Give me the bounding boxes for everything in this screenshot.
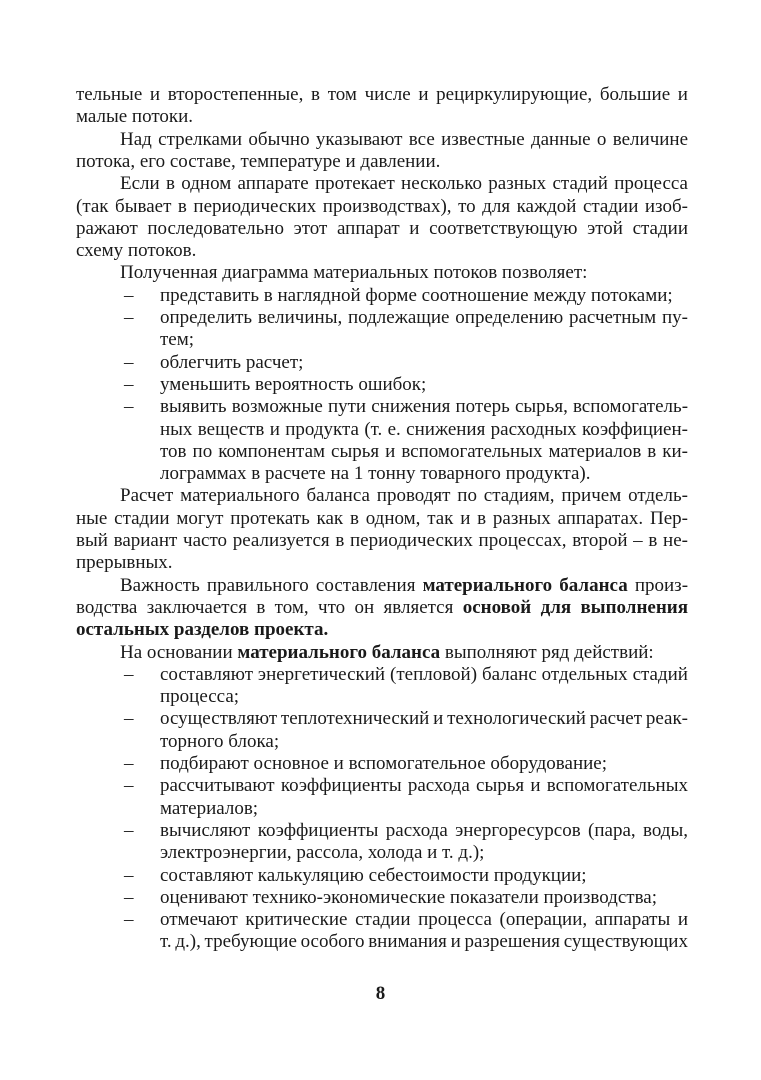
paragraph-line	[76, 530, 688, 552]
text: тов по компонентам сырья и вспомогательных материалов в ки-	[160, 440, 688, 462]
paragraph-line	[120, 129, 688, 151]
list-dash: –	[124, 909, 134, 931]
page-number: 8	[375, 983, 386, 1004]
line-text	[76, 106, 193, 128]
text: составляют энергетический (тепловой) баланс отдельных стадий	[160, 663, 688, 685]
list-item-line	[124, 307, 688, 329]
paragraph-line	[76, 619, 688, 641]
text: тем;	[160, 329, 195, 351]
text: ражают последовательно этот аппарат и соответствующую этой стадии	[76, 217, 688, 239]
text: осуществляют теплотехнический и технологический расчет реак-	[160, 708, 688, 730]
list-item-line	[160, 931, 688, 953]
line-text	[160, 441, 688, 463]
list-item-line	[160, 463, 688, 485]
line-text	[160, 329, 194, 351]
line-text	[76, 619, 328, 641]
line-text	[160, 865, 587, 887]
line-text	[160, 798, 258, 820]
line-text	[76, 552, 173, 574]
line-text	[76, 84, 688, 106]
line-text	[160, 887, 657, 909]
bold-text: основой для выполнения	[462, 596, 689, 618]
line-text	[76, 530, 688, 552]
line-text	[120, 262, 587, 284]
bold-text: остальных разделов проекта.	[76, 619, 329, 641]
line-text	[160, 842, 484, 864]
text: малые потоки.	[76, 106, 194, 128]
line-text	[160, 753, 607, 775]
list-dash: –	[124, 373, 134, 395]
paragraph-line	[120, 173, 688, 195]
line-text	[76, 240, 196, 262]
line-text	[160, 396, 688, 418]
text: определить величины, подлежащие определению расчетным пу-	[160, 307, 688, 328]
list-item-line	[160, 329, 688, 351]
line-text	[160, 307, 688, 329]
list-item-line	[124, 819, 688, 842]
paragraph-line	[76, 84, 688, 106]
list-item-line	[124, 909, 689, 931]
list-item-line	[124, 396, 689, 418]
list-item-line	[124, 373, 688, 396]
list-item-line	[160, 686, 688, 708]
paragraph-line	[120, 642, 688, 664]
line-text	[120, 485, 688, 507]
paragraph-line	[76, 508, 688, 530]
list-item-line	[124, 708, 688, 730]
text: электроэнергии, рассола, холода и т. д.);	[160, 842, 485, 864]
text: вый вариант часто реализуется в периодических процессах, второй – в не-	[76, 530, 688, 551]
text: прерывных.	[76, 552, 173, 574]
text: ные стадии могут протекать как в одном, так и в разных аппаратах. Пер-	[76, 507, 688, 529]
text: Над стрелками обычно указывают все известные данные о величине	[120, 128, 689, 150]
line-text	[160, 419, 688, 441]
text: выполняют ряд действий:	[440, 641, 654, 663]
line-text	[160, 686, 239, 708]
text: Полученная диаграмма материальных потоков позволяет:	[120, 262, 588, 284]
text: Расчет материального баланса проводят по стадиям, причем отдель-	[120, 485, 688, 507]
text: (так бывает в периодических производствах), то для каждой стадии изоб-	[76, 195, 688, 217]
text: Если в одном аппарате протекает несколько разных стадий процесса	[120, 173, 688, 195]
text: вычисляют коэффициенты расхода энергоресурсов (пара, воды,	[160, 819, 688, 841]
list-item-line	[124, 284, 688, 307]
text: отмечают критические стадии процесса (операции, аппараты и	[160, 909, 689, 931]
list-item-line	[160, 798, 688, 820]
text: уменьшить вероятность ошибок;	[160, 373, 427, 395]
list-dash: –	[124, 886, 134, 908]
list-item-line	[160, 731, 688, 753]
paragraph-line	[76, 597, 688, 619]
text: лограммах в расчете на 1 тонну товарного продукта).	[160, 463, 591, 485]
list-item-line	[124, 864, 688, 887]
line-text	[120, 129, 688, 151]
line-text	[160, 931, 688, 953]
paragraph-line	[76, 240, 688, 262]
paragraph-line	[76, 552, 688, 574]
line-text	[76, 597, 688, 619]
text: подбирают основное и вспомогательное оборудование;	[160, 753, 608, 774]
line-text	[76, 196, 688, 218]
list-dash: –	[124, 351, 134, 373]
text: процесса;	[160, 686, 240, 708]
text: водства заключается в том, что он является	[76, 596, 463, 618]
list-dash: –	[124, 819, 134, 841]
text: торного блока;	[160, 730, 280, 752]
text: произ-	[627, 574, 689, 596]
line-text	[76, 151, 440, 173]
line-text	[160, 285, 673, 307]
list-dash: –	[124, 307, 134, 328]
line-text	[160, 909, 688, 931]
list-item-line	[124, 886, 688, 909]
paragraph-line	[120, 262, 688, 284]
paragraph-line	[76, 106, 688, 128]
line-text	[160, 820, 688, 842]
paragraph-line	[120, 575, 688, 597]
text: выявить возможные пути снижения потерь сырья, вспомогатель-	[160, 396, 689, 418]
paragraph-line	[76, 218, 688, 240]
list-dash: –	[124, 864, 134, 886]
list-item-line	[124, 663, 688, 686]
text: потока, его составе, температуре и давлении.	[76, 150, 441, 172]
list-item-line	[124, 351, 688, 374]
text: На основании	[120, 641, 238, 663]
text: ных веществ и продукта (т. е. снижения расходных коэффициен-	[160, 418, 688, 440]
paragraph-line	[120, 485, 688, 507]
list-dash: –	[124, 753, 134, 774]
line-text	[160, 708, 688, 730]
line-text	[160, 374, 426, 396]
text: составляют калькуляцию себестоимости продукции;	[160, 864, 587, 886]
list-item-line	[160, 842, 688, 864]
line-text	[76, 218, 688, 240]
text: тельные и второстепенные, в том числе и рециркулирующие, большие и	[76, 84, 688, 105]
paragraph-line	[76, 196, 688, 218]
list-item-line	[124, 753, 688, 775]
list-item-line	[160, 419, 688, 441]
line-text	[160, 664, 688, 686]
line-text	[76, 508, 688, 530]
line-text	[120, 575, 688, 597]
list-dash: –	[124, 396, 134, 418]
list-dash: –	[124, 775, 134, 797]
line-text	[160, 775, 688, 797]
list-item-line	[124, 775, 688, 797]
list-item-line	[160, 441, 688, 463]
line-text	[120, 642, 654, 664]
line-text	[160, 463, 591, 485]
bold-text: материального баланса	[422, 574, 628, 596]
text: облегчить расчет;	[160, 351, 304, 373]
list-dash: –	[124, 284, 134, 306]
text: оценивают технико-экономические показатели производства;	[160, 886, 657, 908]
list-dash: –	[124, 708, 134, 730]
text: схему потоков.	[76, 240, 197, 262]
line-text	[160, 352, 303, 374]
text: представить в наглядной форме соотношение между потоками;	[160, 284, 673, 306]
text: материалов;	[160, 797, 259, 819]
text: Важность правильного составления	[120, 574, 423, 596]
list-dash: –	[124, 663, 134, 685]
line-text	[120, 173, 688, 195]
paragraph-line	[76, 151, 688, 173]
line-text	[160, 731, 279, 753]
text: рассчитывают коэффициенты расхода сырья и вспомогательных	[160, 775, 688, 797]
bold-text: материального баланса	[237, 641, 441, 663]
text: т. д.), требующие особого внимания и разрешения существующих	[160, 931, 688, 953]
